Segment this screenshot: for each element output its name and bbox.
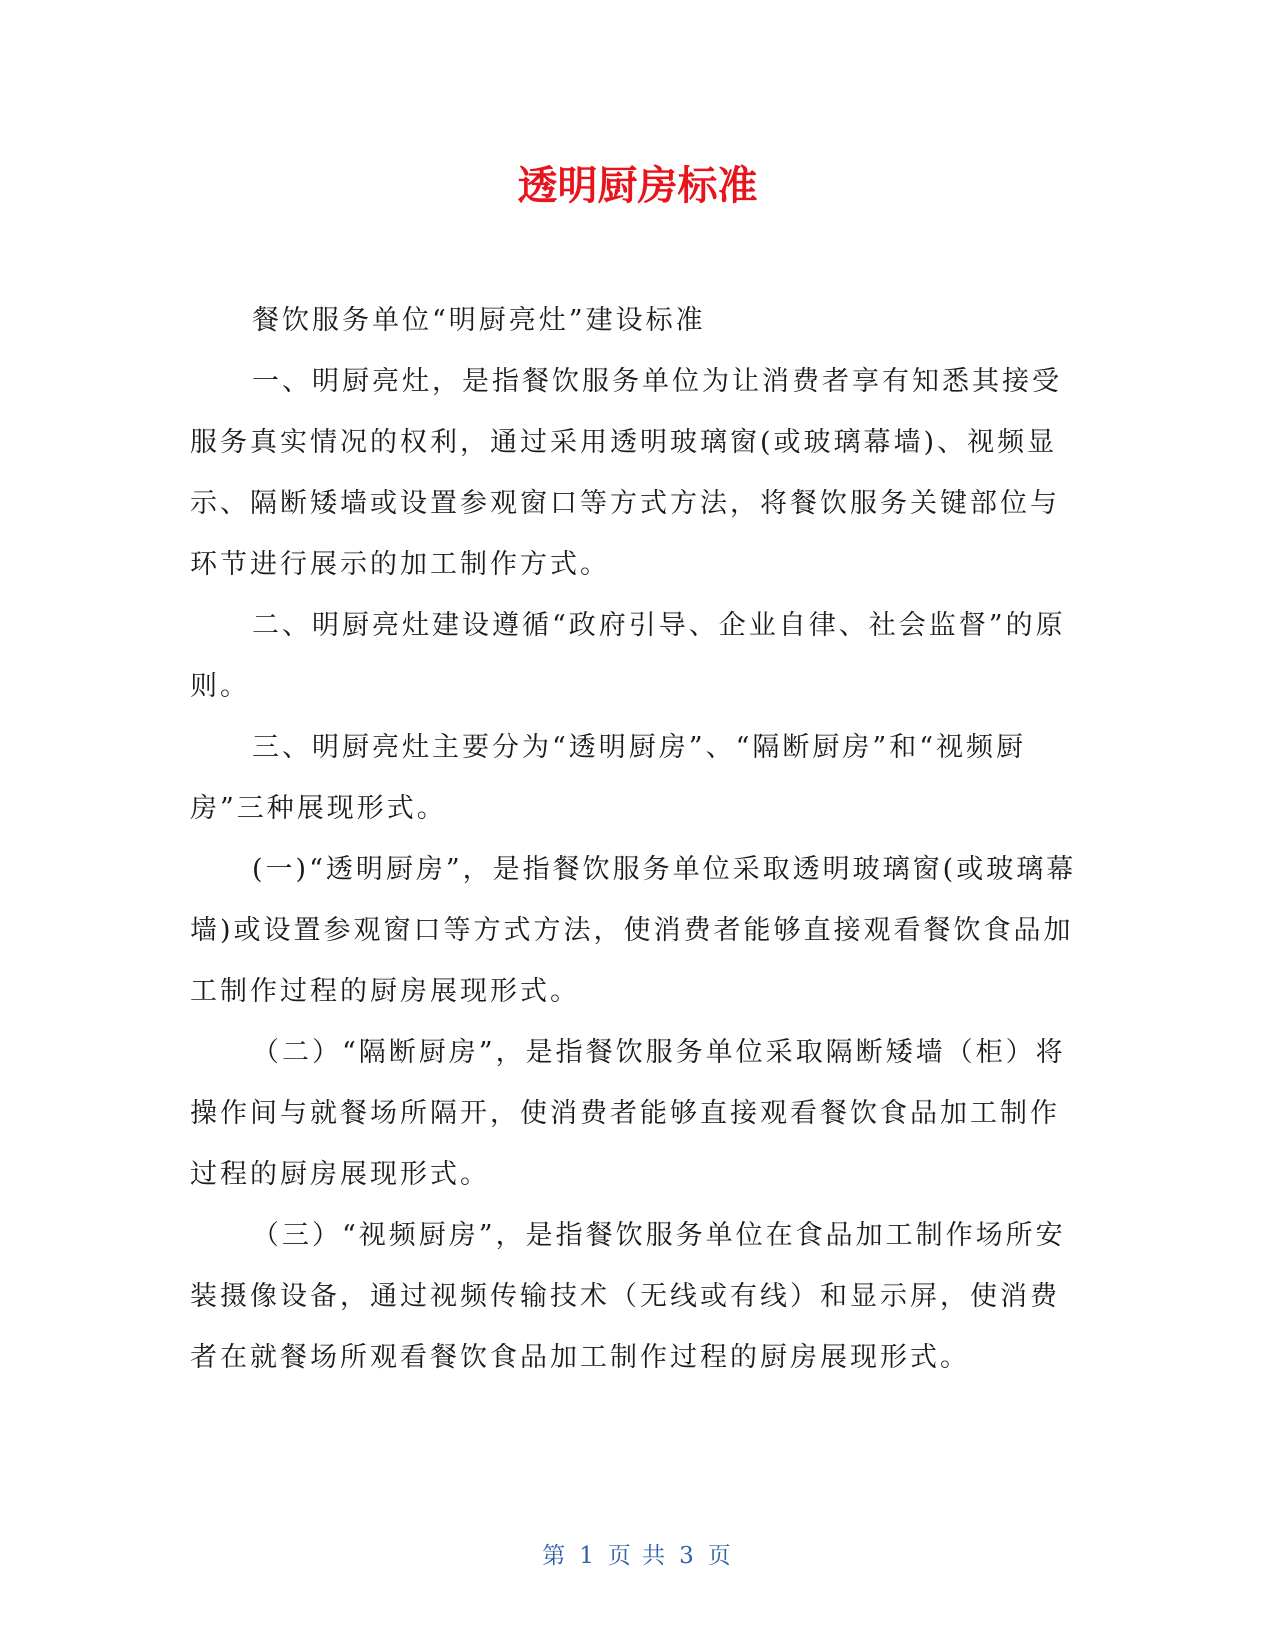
footer-prefix: 第 [542, 1543, 568, 1569]
paragraph-section-1: 一、明厨亮灶，是指餐饮服务单位为让消费者享有知悉其接受服务真实情况的权利，通过采用透明玻璃窗(或玻璃幕墙)、视频显示、隔断矮墙或设置参观窗口等方式方法，将餐饮服务关键部位与环节进行展示的加工制作方式。 [190, 366, 1062, 580]
footer-total-pages: 3 [679, 1543, 696, 1569]
paragraph-transparent-kitchen: (一)“透明厨房”，是指餐饮服务单位采取透明玻璃窗(或玻璃幕墙)或设置参观窗口等方式方法，使消费者能够直接观看餐饮食品加工制作过程的厨房展现形式。 [190, 854, 1077, 1007]
paragraph-video-kitchen: （三）“视频厨房”，是指餐饮服务单位在食品加工制作场所安装摄像设备，通过视频传输技术（无线或有线）和显示屏，使消费者在就餐场所观看餐饮食品加工制作过程的厨房展现形式。 [190, 1220, 1066, 1373]
document-title: 透明厨房标准 [517, 163, 758, 209]
page-number-footer [0, 1540, 1275, 1572]
paragraph-section-2: 二、明厨亮灶建设遵循“政府引导、企业自律、社会监督”的原则。 [190, 610, 1066, 702]
paragraph-partition-kitchen: （二）“隔断厨房”，是指餐饮服务单位采取隔断矮墙（柜）将操作间与就餐场所隔开，使消费者能够直接观看餐饮食品加工制作过程的厨房展现形式。 [190, 1037, 1066, 1190]
paragraph-heading: 餐饮服务单位“明厨亮灶”建设标准 [252, 305, 706, 336]
document-body [190, 290, 1080, 1388]
footer-current-page: 1 [579, 1543, 596, 1569]
footer-middle: 页 共 [607, 1543, 668, 1569]
footer-suffix: 页 [707, 1543, 733, 1569]
paragraph-section-3: 三、明厨亮灶主要分为“透明厨房”、“隔断厨房”和“视频厨房”三种展现形式。 [190, 732, 1027, 824]
